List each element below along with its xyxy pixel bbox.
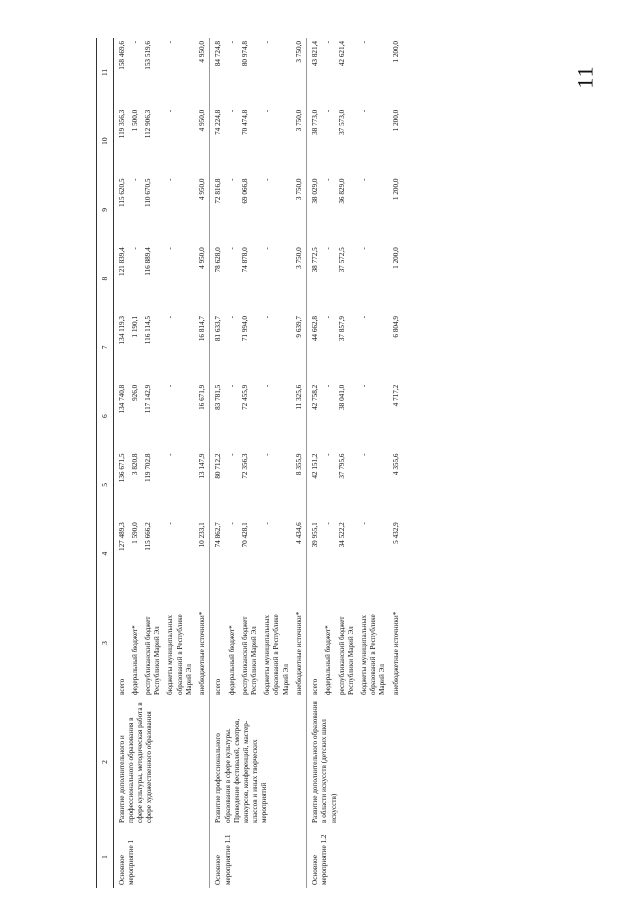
amount-cell: - <box>166 316 175 319</box>
amount-cell: 74 224,8 <box>214 109 223 135</box>
amount-cell: - <box>324 178 333 181</box>
amount-cell: - <box>324 109 333 113</box>
amount-cell: 5 432,9 <box>391 522 400 544</box>
amount-cell: - <box>227 247 236 250</box>
amount-cell: 70 474,8 <box>240 109 249 135</box>
amount-cell: 42 758,2 <box>311 384 320 410</box>
amount-cell: 37 795,6 <box>337 453 346 479</box>
table-row <box>210 38 226 888</box>
amount-cell: 11 325,6 <box>294 384 303 410</box>
amount-cell: 38 029,0 <box>311 178 320 204</box>
amount-cell: - <box>166 247 175 250</box>
amount-cell: 136 671,5 <box>117 453 126 483</box>
amount-cell: 115 666,2 <box>144 522 153 551</box>
measure-code: Основное мероприятие 1.2 <box>311 834 329 885</box>
header-row <box>97 38 114 888</box>
amount-cell: - <box>166 109 175 113</box>
amount-cell: - <box>324 453 333 456</box>
amount-cell: 116 889,4 <box>144 247 153 276</box>
amount-cell: 38 773,0 <box>311 109 320 135</box>
amount-cell: 134 740,8 <box>117 384 126 414</box>
amount-cell: 3 750,0 <box>294 109 303 132</box>
amount-cell: - <box>227 453 236 456</box>
amount-cell: - <box>166 41 175 44</box>
amount-cell: 78 628,0 <box>214 247 223 273</box>
funding-source: всего <box>117 678 126 695</box>
amount-cell: 9 639,7 <box>294 316 303 338</box>
table-row <box>307 38 323 888</box>
amount-cell: - <box>359 453 368 456</box>
amount-cell: 71 994,0 <box>240 316 249 342</box>
amount-cell: - <box>263 41 272 44</box>
amount-cell: - <box>359 247 368 250</box>
funding-source: бюджеты муниципальных образований в Республике Марий Эл <box>166 614 193 695</box>
amount-cell: 84 724,8 <box>214 41 223 67</box>
amount-cell: 81 633,7 <box>214 316 223 342</box>
amount-cell: 4 950,0 <box>198 247 207 269</box>
amount-cell: 38 041,0 <box>337 384 346 410</box>
amount-cell: - <box>263 247 272 250</box>
funding-source: бюджеты муниципальных образований в Республике Марий Эл <box>359 614 387 695</box>
amount-cell: 127 489,3 <box>117 522 126 551</box>
amount-cell: - <box>227 178 236 181</box>
column-header: 4 <box>97 519 114 588</box>
column-header: 9 <box>97 176 114 245</box>
funding-source: внебюджетные источники* <box>198 611 207 695</box>
amount-cell: 4 950,0 <box>198 109 207 132</box>
amount-cell: 3 820,8 <box>130 453 139 476</box>
amount-cell: - <box>359 522 368 525</box>
amount-cell: 80 712,2 <box>214 453 223 479</box>
amount-cell: 42 621,4 <box>337 41 346 67</box>
amount-cell: 116 114,5 <box>144 316 153 345</box>
amount-cell: 4 717,2 <box>391 384 400 407</box>
funding-source: федеральный бюджет* <box>324 625 333 695</box>
amount-cell: 38 772,5 <box>311 247 320 273</box>
amount-cell: 3 750,0 <box>294 41 303 63</box>
table-row <box>113 38 129 888</box>
amount-cell: 1 200,0 <box>391 247 400 269</box>
amount-cell: - <box>263 384 272 388</box>
amount-cell: 37 857,9 <box>337 316 346 342</box>
measure-title: Развитие дополнительного и профессионального образования в сфере культуры, методическая работа в сфере художественного образования <box>117 702 154 823</box>
amount-cell: 158 469,6 <box>117 41 126 70</box>
amount-cell: 83 781,5 <box>214 384 223 410</box>
amount-cell: 43 821,4 <box>311 41 320 67</box>
rotated-table-container <box>96 38 564 888</box>
amount-cell: 74 862,7 <box>214 522 223 548</box>
amount-cell: 3 750,0 <box>294 247 303 269</box>
amount-cell: 39 955,1 <box>311 522 320 548</box>
measure-title: Развитие профессионального образования в сфере культуры. Проведение фестивалей, смотров, конкурсов, конференций, мастер-классов и иных творческих мероприятий <box>214 718 269 823</box>
amount-cell: 1 590,0 <box>130 522 139 544</box>
amount-cell: 37 573,0 <box>337 109 346 135</box>
funding-source: бюджеты муниципальных образований в Республике Марий Эл <box>263 614 290 695</box>
amount-cell: 72 455,9 <box>240 384 249 410</box>
amount-cell: - <box>263 522 272 525</box>
amount-cell: 1 190,1 <box>130 316 139 338</box>
measure-code: Основное мероприятие 1.1 <box>214 834 232 885</box>
amount-cell: - <box>324 247 333 250</box>
column-header: 6 <box>97 382 114 451</box>
measure-code: Основное мероприятие 1 <box>117 839 135 885</box>
amount-cell: 1 200,0 <box>391 178 400 201</box>
amount-cell: 110 670,5 <box>144 178 153 207</box>
funding-source: федеральный бюджет* <box>130 625 139 695</box>
table-body <box>113 38 403 888</box>
measure-title: Развитие дополнительного образования в области искусств (детских школ искусств) <box>311 701 338 823</box>
funding-source: республиканский бюджет Республики Марий Эл <box>240 616 258 695</box>
amount-cell: 121 839,4 <box>117 247 126 276</box>
amount-cell: - <box>227 109 236 113</box>
amount-cell: 4 950,0 <box>198 178 207 201</box>
amount-cell: 112 906,3 <box>144 109 153 139</box>
amount-cell: 3 750,0 <box>294 178 303 201</box>
amount-cell: 115 620,5 <box>117 178 126 207</box>
column-header: 1 <box>97 826 114 888</box>
page-number: 11 <box>572 65 598 89</box>
amount-cell: - <box>263 316 272 319</box>
amount-cell: 4 355,6 <box>391 453 400 476</box>
funding-source: внебюджетные источники* <box>294 611 303 695</box>
column-header: 11 <box>97 38 114 107</box>
amount-cell: 117 142,9 <box>144 384 153 414</box>
amount-cell: - <box>227 384 236 388</box>
amount-cell: - <box>324 41 333 44</box>
amount-cell: 1 200,0 <box>391 109 400 132</box>
amount-cell: 4 950,0 <box>198 41 207 63</box>
amount-cell: 16 814,7 <box>198 316 207 342</box>
amount-cell: - <box>166 522 175 525</box>
amount-cell: 80 974,8 <box>240 41 249 67</box>
amount-cell: - <box>359 109 368 113</box>
amount-cell: - <box>130 247 139 250</box>
amount-cell: - <box>227 41 236 44</box>
amount-cell: 1 200,0 <box>391 41 400 63</box>
funding-source: всего <box>214 678 223 695</box>
column-header: 2 <box>97 698 114 826</box>
amount-cell: - <box>227 316 236 319</box>
amount-cell: 72 816,8 <box>214 178 223 204</box>
amount-cell: 4 434,6 <box>294 522 303 544</box>
amount-cell: - <box>166 384 175 388</box>
amount-cell: - <box>263 178 272 181</box>
column-header: 10 <box>97 107 114 176</box>
amount-cell: 1 500,0 <box>130 109 139 132</box>
amount-cell: 44 662,8 <box>311 316 320 342</box>
budget-table <box>96 38 403 888</box>
amount-cell: - <box>324 316 333 319</box>
amount-cell: 119 702,8 <box>144 453 153 482</box>
funding-source: внебюджетные источники* <box>391 611 400 695</box>
funding-source: всего <box>311 678 320 695</box>
amount-cell: 34 522,2 <box>337 522 346 548</box>
amount-cell: 37 572,5 <box>337 247 346 273</box>
column-header: 5 <box>97 451 114 520</box>
amount-cell: - <box>359 41 368 44</box>
funding-source: республиканский бюджет Республики Марий Эл <box>337 616 355 695</box>
amount-cell: - <box>359 384 368 388</box>
amount-cell: - <box>130 41 139 44</box>
amount-cell: 134 119,3 <box>117 316 126 345</box>
column-header: 8 <box>97 244 114 313</box>
column-header: 7 <box>97 313 114 382</box>
amount-cell: 153 519,6 <box>144 41 153 70</box>
amount-cell: 119 356,3 <box>117 109 126 139</box>
amount-cell: 69 066,8 <box>240 178 249 204</box>
funding-source: федеральный бюджет* <box>227 625 236 695</box>
amount-cell: 13 147,9 <box>198 453 207 479</box>
amount-cell: - <box>227 522 236 525</box>
amount-cell: - <box>324 522 333 525</box>
amount-cell: - <box>359 178 368 181</box>
amount-cell: 70 428,1 <box>240 522 249 548</box>
amount-cell: 74 878,0 <box>240 247 249 273</box>
funding-source: республиканский бюджет Республики Марий Эл <box>144 616 162 695</box>
amount-cell: - <box>130 178 139 181</box>
amount-cell: 8 355,9 <box>294 453 303 476</box>
amount-cell: - <box>263 453 272 456</box>
column-header: 3 <box>97 588 114 698</box>
amount-cell: - <box>324 384 333 388</box>
amount-cell: 42 151,2 <box>311 453 320 479</box>
amount-cell: - <box>359 316 368 319</box>
amount-cell: 36 829,0 <box>337 178 346 204</box>
amount-cell: - <box>263 109 272 113</box>
amount-cell: 6 804,9 <box>391 316 400 338</box>
amount-cell: - <box>166 453 175 456</box>
amount-cell: - <box>166 178 175 181</box>
amount-cell: 72 356,3 <box>240 453 249 479</box>
amount-cell: 10 233,1 <box>198 522 207 548</box>
amount-cell: 926,0 <box>130 384 139 401</box>
amount-cell: 16 671,9 <box>198 384 207 410</box>
